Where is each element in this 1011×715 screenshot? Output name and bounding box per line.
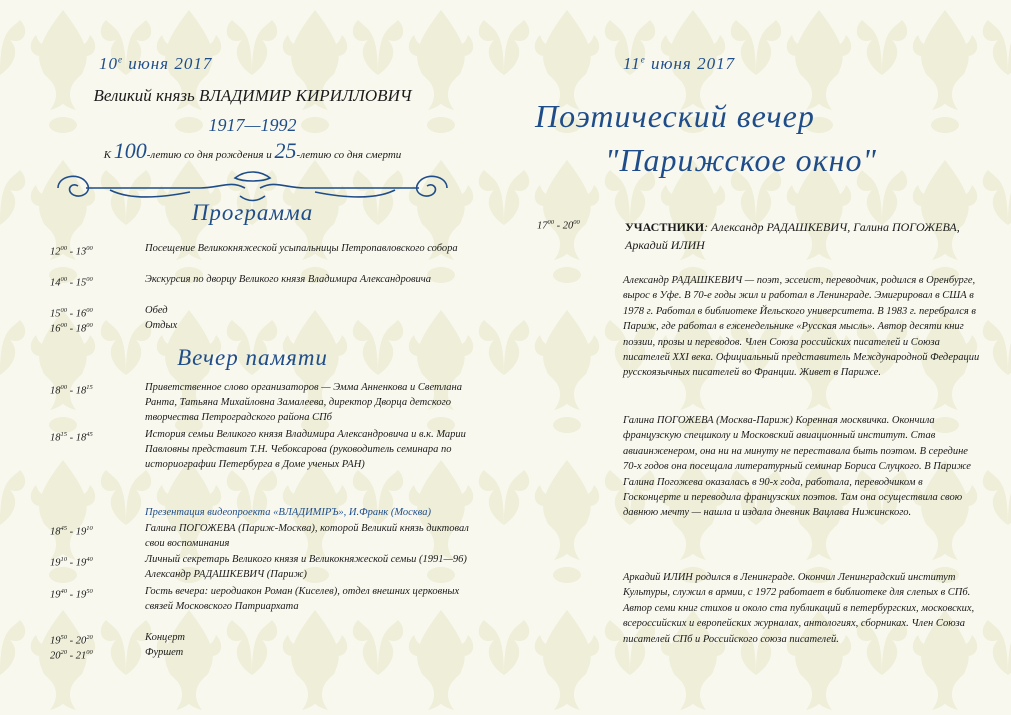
program-heading: Программа	[191, 200, 314, 225]
right-date: $11^е$ июня 2017	[623, 54, 736, 73]
prince-name: Великий князь ВЛАДИМИР КИРИЛЛОВИЧ	[93, 86, 412, 105]
bio-pogozheva: Галина ПОГОЖЕВА (Москва-Париж) Коренная москвичка. Окончила французскую спецшколу и Московский авиационный институт. Став авиаинженером, она ни на минуту не переставала быть поэтом. В середине 70-х годов она посещала литературный семинар Бориса Слуцкого. В Париже Галина Погожева оказалась в 90-х года, работала, переводчиком в Госконцерте и переводила французских поэтов. Там она осуществила свою давнюю мечту — нашла и издала дневник Вацлава Нижинского.	[623, 415, 971, 519]
right-page	[505, 0, 1011, 715]
participants: УЧАСТНИКИ: Александр РАДАШКЕВИЧ, Галина ПОГОЖЕВА, Аркадий ИЛИН	[625, 220, 960, 252]
left-page: $10^е$ июня 2017 Великий князь ВЛАДИМИР КИРИЛЛОВИЧ 1917—1992 К 100-летию со дня рождения и 25-летию со дня смерти Программа $12^{00} - 13^{00}$ Посещение Великокняжеской усыпальницы Петропавловского собора $14^{00} - 15^{00}$ Экскурсия по дворцу Великого князя Владимира Александровича $15^{00} - 16^{00}$ Обед $16^{00} - 18^{00}$ Отдых Вечер памяти $18^{00} - 18^{15}$ Приветственное слово организаторов — Эмма Анненкова и Светлана Ранта, Татьяна Михайловна Замалеева, директор Дворца детского творчества Петроградского района СПб $18^{15} - 18^{45}$ История семьи Великого князя Владимира Александровича и в.к. Марии Павловны представит Т.Н. Чебоксарова (руководитель семинара по историографии Петербурга в Доме ученых РАН) Презентация видеопроекта «ВЛАДИМIРЪ», И.Франк (Москва) $18^{45} - 19^{10}$ Галина ПОГОЖЕВА (Париж-Москва), которой Великий князь диктовал свои воспоминания $19^{10} - 19^{40}$ Личный секретарь Великого князя и Великокняжеской семьи (1991—96) Александр РАДАШКЕВИЧ (Париж) $19^{40} - 19^{50}$ Гость вечера: иеродиакон Роман (Киселев), отдел внешних церковных связей Московского Патриархата $19^{50} - 20^{20}$ Концерт $20^{20} - 21^{00}$ Фуршет	[0, 0, 505, 715]
left-date: $10^е$ июня 2017	[99, 54, 213, 73]
prince-years: 1917—1992	[208, 115, 297, 135]
paris-window-title: "Парижское окно"	[605, 142, 877, 178]
anniversary-line: К 100-летию со дня рождения и 25-летию со дня смерти	[103, 138, 402, 163]
poetry-evening-time: $17^{00} - 20^{00}$	[537, 219, 580, 232]
memorial-evening-heading: Вечер памяти	[177, 345, 328, 370]
bio-ilin: Аркадий ИЛИН родился в Ленинграде. Окончил Ленинградский институт Культуры, служил в армии, с 1972 работает в библиотеке для слепых в СПб. Автор семи книг стихов и около ста публикаций в петербургских, московских, всероссийских и европейских журналах, антологиях, сборниках. Член Союза писателей СПб и Российского союза писателей.	[623, 572, 975, 645]
poetry-evening-title: Поэтический вечер	[535, 98, 815, 134]
bio-radashkevich: Александр РАДАШКЕВИЧ — поэт, эссеист, переводчик, родился в Оренбурге, вырос в Уфе. В 70-е годы жил и работал в Ленинграде. Эмигрировал в США в 1978 г. Работал в библиотеке Йельского университета. В 1983 г. перебрался в Париж, где работал в еженедельнике «Русская мысль». Автор десяти книг поэзии, прозы и переводов. Член Союза российских писателей и Союза писателей XXI века. Официальный представитель Международной Федерации русскоязычных писателей во Франции. Живет в Париже.	[623, 275, 980, 379]
